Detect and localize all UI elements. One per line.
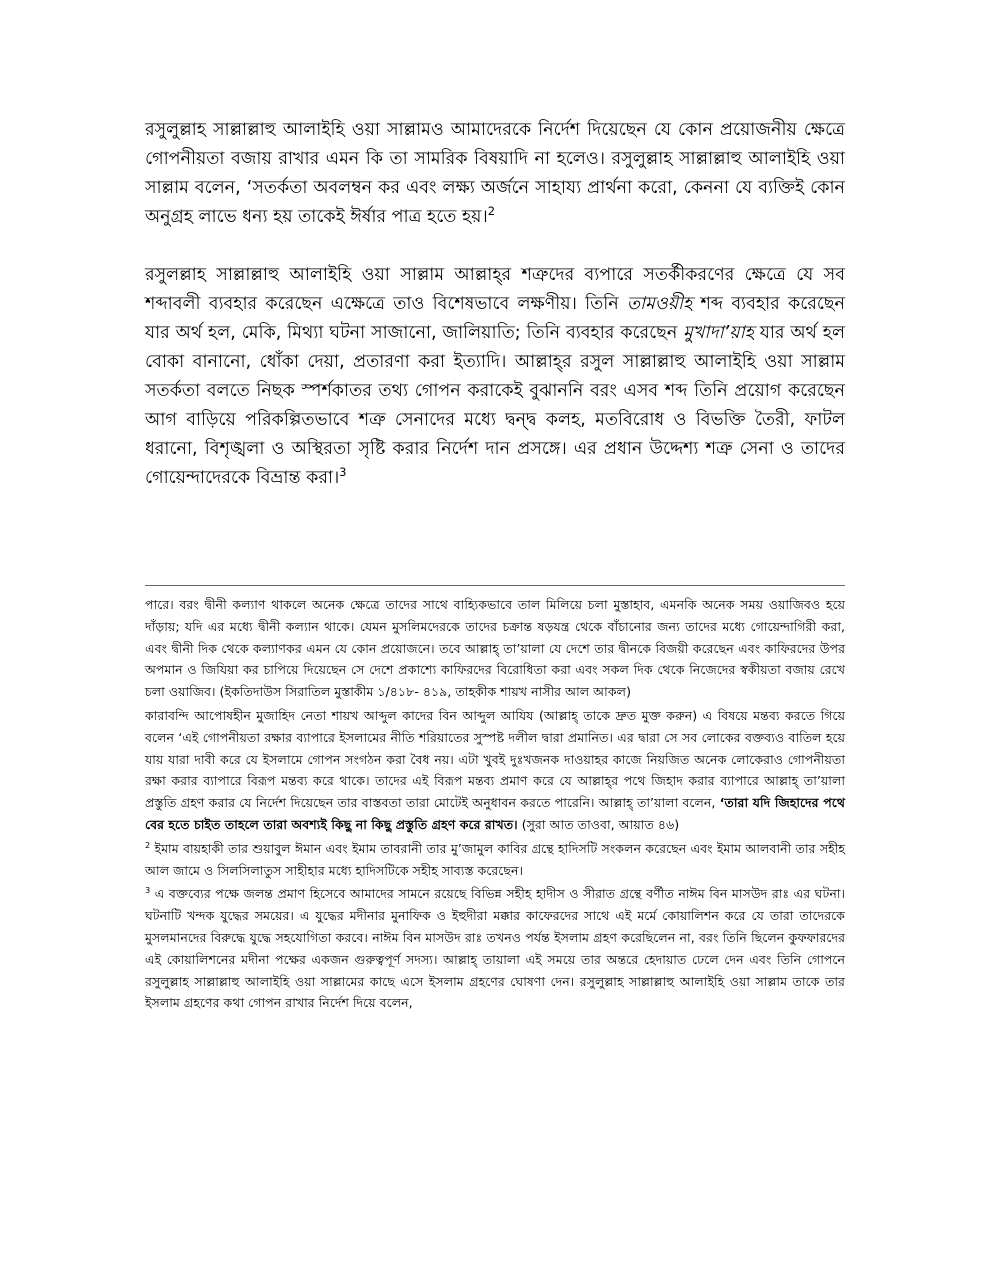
paragraph-2-text-c: যার অর্থ হল বোকা বানানো, ধোঁকা দেয়া, প্রতারণা করা ইত্যাদি। আল্লাহ্‌র রসুল সাল্লাল্লাহু আলাইহি ওয়া সাল্লাম সতর্কতা বলতে নিছক স্পর্শকাতর তথ্য গোপন করাকেই বুঝাননি বরং এসব শব্দ তিনি প্রয়োগ করেছেন আগ বাড়িয়ে পরিকল্পিতভাবে শত্রু সেনাদের মধ্যে দ্বন্দ্ব কলহ, মতবিরোধ ও বিভক্তি তৈরী, ফাটল ধরানো, বিশৃঙ্খলা ও অস্থিরতা সৃষ্টি করার নির্দেশ দান প্রসঙ্গে। এর প্রধান উদ্দেশ্য শত্রু সেনা ও তাদের গোয়েন্দাদেরকে বিভ্রান্ত করা। bbox=[145, 323, 846, 488]
footnote-continuation-1: পারে। বরং দ্বীনী কল্যাণ থাকলে অনেক ক্ষেত্রে তাদের সাথে বাহ্যিকভাবে তাল মিলিয়ে চলা মুস্তাহাব, এমনকি অনেক সময় ওয়াজিবও হয়ে দাঁড়ায়; যদি এর মধ্যে দ্বীনী কল্যান থাকে। যেমন মুসলিমদেরকে তাদের চক্রান্ত ষড়যন্ত্র থেকে বাঁচানোর জন্য তাদের মধ্যে গোয়েন্দাগিরী করা, এবং দ্বীনী দিক থেকে কল্যাণকর এমন যে কোন প্রয়োজনে। তবে আল্লাহ্‌ তা’য়ালা যে দেশে তার দ্বীনকে বিজয়ী করেছেন এবং কাফিরদের উপর অপমান ও জিযিয়া কর চাপিয়ে দিয়েছেন সে দেশে প্রকাশ্যে কাফিরদের বিরোধিতা করা এবং সকল দিক থেকে নিজেদের স্বকীয়তা বজায় রেখে চলা ওয়াজিব। (ইকতিদাউস সিরাতিল মুস্তাকীম ১/৪১৮- ৪১৯, তাহকীক শায়খ নাসীর আল আকল) bbox=[145, 597, 845, 700]
paragraph-gap bbox=[145, 232, 845, 261]
main-body bbox=[145, 116, 845, 493]
footnotes-section bbox=[145, 594, 845, 1016]
paragraph-1 bbox=[145, 116, 845, 232]
paragraph-2-text-a: রসুলল্লাহ সাল্লাল্লাহু আলাইহি ওয়া সাল্লাম আল্লাহ্‌র শত্রুদের ব্যপারে সতর্কীকরণের ক্ষেত্রে যে সব শব্দাবলী ব্যবহার করেছেন এক্ষেত্রে তাও বিশেষভাবে লক্ষণীয়। তিনি bbox=[145, 265, 845, 314]
paragraph-2 bbox=[145, 261, 845, 493]
quran-citation: (সুরা আত তাওবা, আয়াত ৪৬) bbox=[517, 816, 680, 832]
footnote-ref-3[interactable]: 3 bbox=[339, 465, 347, 480]
footnote-continuation-2-text: কারাবন্দি আপোষহীন মুজাহিদ নেতা শায়খ আব্দুল কাদের বিন আব্দুল আযিয (আল্লাহ্‌ তাকে দ্রুত মুক্ত করুন) এ বিষয়ে মন্তব্য করতে গিয়ে বলেন ‘এই গোপনীয়তা রক্ষার ব্যাপারে ইসলামের নীতি শরিয়াতের সুস্পষ্ট দলীল দ্বারা প্রমানিত। এর দ্বারা সে সব লোকের বক্তব্যও বাতিল হয়ে যায় যারা দাবী করে যে ইসলামে গোপন সংগঠন করা বৈধ নয়। এটা খুবই দুঃখজনক দাওয়াহর কাজে নিয়জিত অনেক লোকেরাও গোপনীয়তা রক্ষা করার ব্যাপারে বিরূপ মন্তব্য করে থাকে। তাদের এই বিরূপ মন্তব্য প্রমাণ করে যে আল্লাহ্‌র পথে জিহাদ করার ব্যাপারে আল্লাহ্‌ তা’য়ালা প্রস্তুতি গ্রহণ করার যে নির্দেশ দিয়েছেন তার বাস্তবতা তারা মোটেই অনুধাবন করতে পারেনি। আল্লাহ্‌ তা’য়ালা বলেন, bbox=[145, 707, 845, 811]
term-tamwih: তামওয়ীহ bbox=[626, 294, 693, 314]
footnote-3-text: এ বক্তব্যের পক্ষে জলন্ত প্রমাণ হিসেবে আমাদের সামনে রয়েছে বিভিন্ন সহীহ হাদীস ও সীরাত গ্রন্থে বর্ণীত নাঈম বিন মাসউদ রাঃ এর ঘটনা। ঘটনাটি খন্দক যুদ্ধের সময়ের। এ যুদ্ধের মদীনার মুনাফিক ও ইহুদীরা মক্কার কাফেরদের সাথে এই মর্মে কোয়ালিশন করে যে তারা তাদেরকে মুসলমানদের বিরুদ্ধে যুদ্ধে সহযোগিতা করবে। নাঈম বিন মাসউদ রাঃ তখনও পর্যন্ত ইসলাম গ্রহণ করেছিলেন না, বরং তিনি ছিলেন কুফফারদের এই কোয়ালিশনের মদীনা পক্ষের একজন গুরুত্বপূর্ণ সদস্য। আল্লাহ্‌ তায়ালা এই সময়ে তার অন্তরে হেদায়াত ঢেলে দেন এবং তিনি গোপনে রসুলুল্লাহ সাল্লাল্লাহু আলাইহি ওয়া সাল্লামের কাছে এসে ইসলাম গ্রহণের ঘোষণা দেন। রসুলুল্লাহ সাল্লাল্লাহু আলাইহি ওয়া সাল্লাম তাকে তার ইসলাম গ্রহণের কথা গোপন রাখার নির্দেশ দিয়ে বলেন, bbox=[145, 886, 845, 1011]
footnote-ref-2[interactable]: 2 bbox=[487, 204, 495, 219]
footnote-2-number: 2 bbox=[145, 839, 151, 850]
paragraph-2-text-b: শব্দ ব্যবহার করেছেন যার অর্থ হল, মেকি, মিথ্যা ঘটনা সাজানো, জালিয়াতি; তিনি ব্যবহার করেছেন bbox=[145, 294, 845, 343]
term-mukhadaah: মুখাদা’য়াহ bbox=[683, 323, 754, 343]
footnote-2-text: ইমাম বায়হাকী তার শুয়াবুল ঈমান এবং ইমাম তাবরানী তার মু’জামুল কাবির গ্রন্থে হাদিসটি সংকলন করেছেন এবং ইমাম আলবানী তার সহীহ আল জামে ও সিলসিলাতুস সাহীহার মধ্যে হাদিসটিকে সহীহ সাব্যস্ত করেছেন। bbox=[145, 840, 845, 878]
footnote-continuation-2 bbox=[145, 705, 845, 836]
footnote-separator bbox=[145, 585, 845, 586]
footnote-3-number: 3 bbox=[145, 885, 151, 896]
quran-quote: ‘তারা যদি জিহাদের পথে বের হতে চাইত তাহলে তারা অবশ্যই কিছু না কিছু প্রস্তুতি গ্রহণ করে রাখত। bbox=[145, 795, 845, 832]
footnote-3 bbox=[145, 883, 845, 1014]
footnote-2 bbox=[145, 838, 845, 882]
paragraph-1-text: রসুলুল্লাহ সাল্লাল্লাহু আলাইহি ওয়া সাল্লামও আমাদেরকে নির্দেশ দিয়েছেন যে কোন প্রয়োজনীয় ক্ষেত্রে গোপনীয়তা বজায় রাখার এমন কি তা সামরিক বিষয়াদি না হলেও। রসুলুল্লাহ সাল্লাল্লাহু আলাইহি ওয়া সাল্লাম বলেন, ‘সতর্কতা অবলম্বন কর এবং লক্ষ্য অর্জনে সাহায্য প্রার্থনা করো, কেননা যে ব্যক্তিই কোন অনুগ্রহ লাভে ধন্য হয় তাকেই ঈর্ষার পাত্র হতে হয়। bbox=[145, 120, 845, 227]
